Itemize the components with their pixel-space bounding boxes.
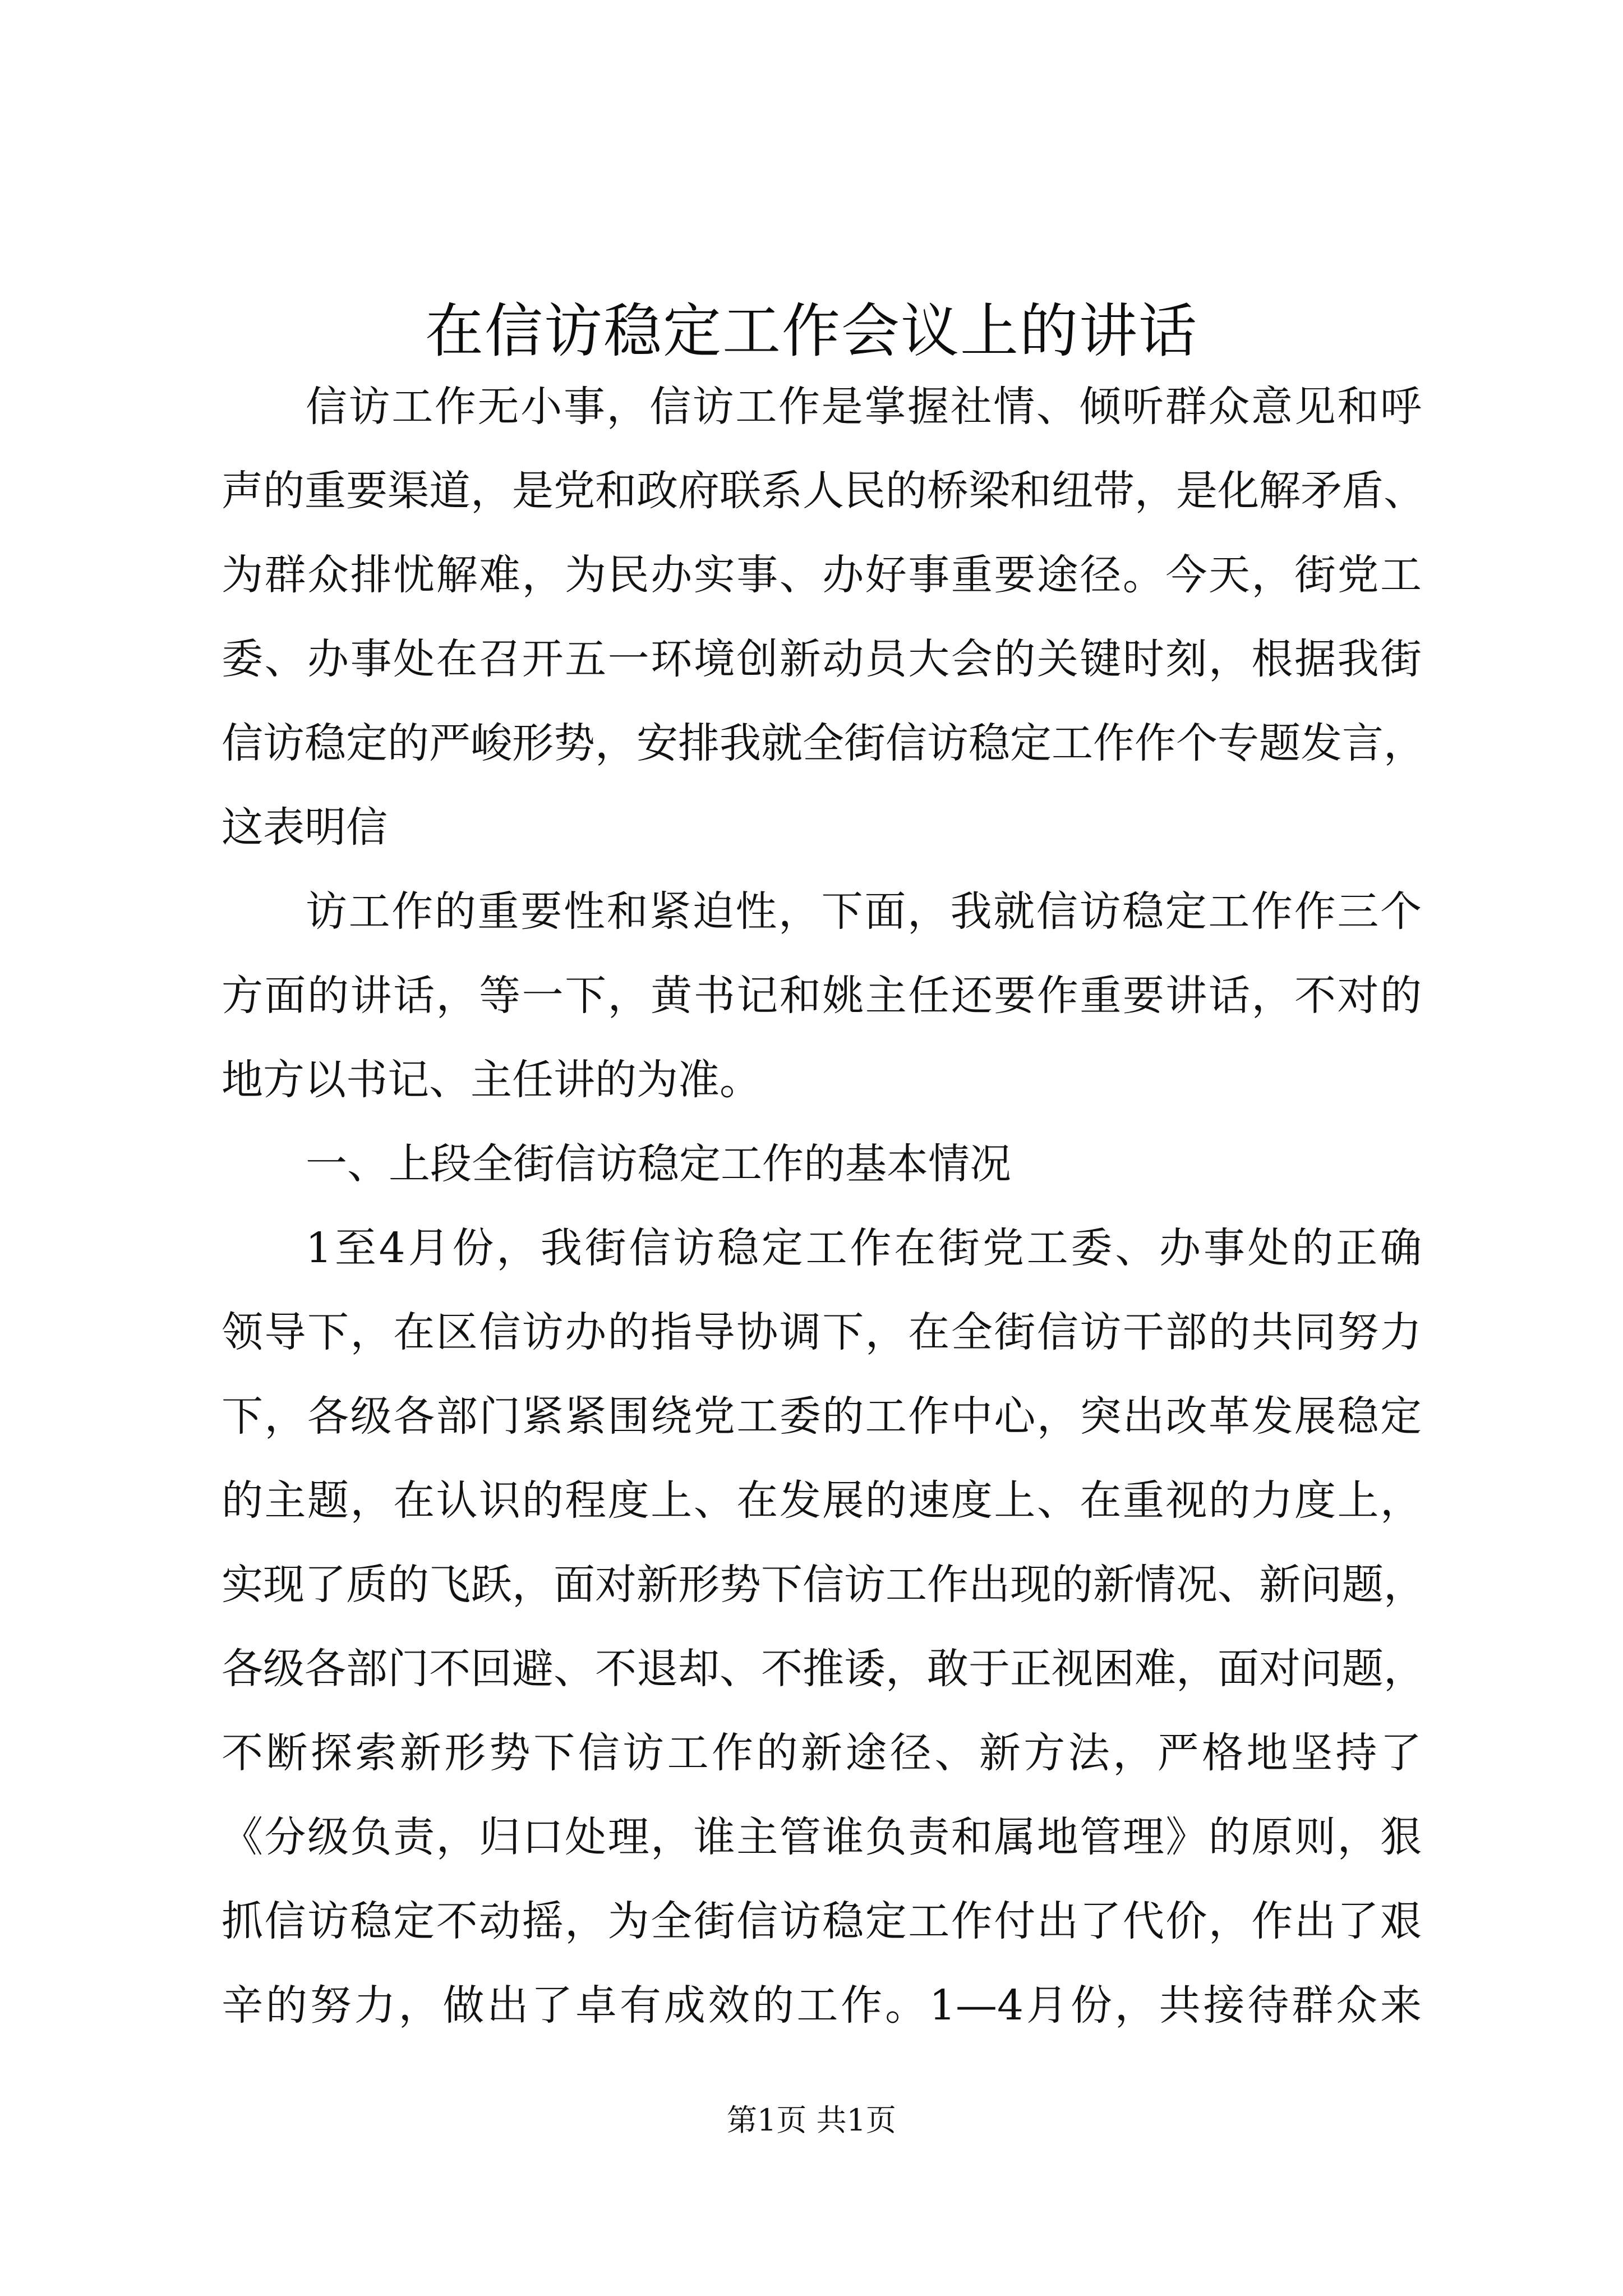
text-line: 领导下，在区信访办的指导协调下，在全街信访干部的共同努力 [222, 1308, 1422, 1356]
document-body [222, 365, 1425, 2047]
text-line: 一、上段全街信访稳定工作的基本情况 [306, 1140, 1011, 1188]
text-line: 各级各部门不回避、不退却、不推诿，敢于正视困难，面对问题， [222, 1645, 1425, 1693]
text-line: 方面的讲话，等一下，黄书记和姚主任还要作重要讲话，不对的 [222, 972, 1422, 1020]
text-line: 这表明信 [222, 803, 388, 852]
text-line: 下，各级各部门紧紧围绕党工委的工作中心，突出改革发展稳定 [222, 1392, 1422, 1441]
text-line: 声的重要渠道，是党和政府联系人民的桥梁和纽带，是化解矛盾、 [222, 467, 1425, 515]
text-line: 信访稳定的严峻形势，安排我就全街信访稳定工作作个专题发言， [222, 719, 1425, 767]
text-line: 的主题，在认识的程度上、在发展的速度上、在重视的力度上， [222, 1476, 1422, 1525]
text-line: 实现了质的飞跃，面对新形势下信访工作出现的新情况、新问题， [222, 1561, 1425, 1609]
text-line: 为群众排忧解难，为民办实事、办好事重要途径。今天，街党工 [222, 551, 1422, 599]
text-line: 委、办事处在召开五一环境创新动员大会的关键时刻，根据我街 [222, 635, 1422, 683]
text-line: 不断探索新形势下信访工作的新途径、新方法，严格地坚持了 [222, 1729, 1422, 1777]
text-line: 信访工作无小事，信访工作是掌握社情、倾听群众意见和呼 [306, 383, 1422, 431]
text-line: 抓信访稳定不动摇，为全街信访稳定工作付出了代价，作出了艰 [222, 1897, 1422, 1945]
text-line: 《分级负责，归口处理，谁主管谁负责和属地管理》的原则，狠 [222, 1813, 1422, 1861]
document-title: 在信访稳定工作会议上的讲话 [425, 297, 1198, 365]
text-line: 1至4月份，我街信访稳定工作在街党工委、办事处的正确 [306, 1224, 1422, 1272]
text-line: 地方以书记、主任讲的为准。 [222, 1056, 761, 1104]
text-line: 访工作的重要性和紧迫性，下面，我就信访稳定工作作三个 [306, 887, 1422, 936]
page-footer: 第1页 共1页 [727, 2102, 896, 2138]
text-line: 辛的努力，做出了卓有成效的工作。1—4月份，共接待群众来 [222, 1981, 1422, 2030]
